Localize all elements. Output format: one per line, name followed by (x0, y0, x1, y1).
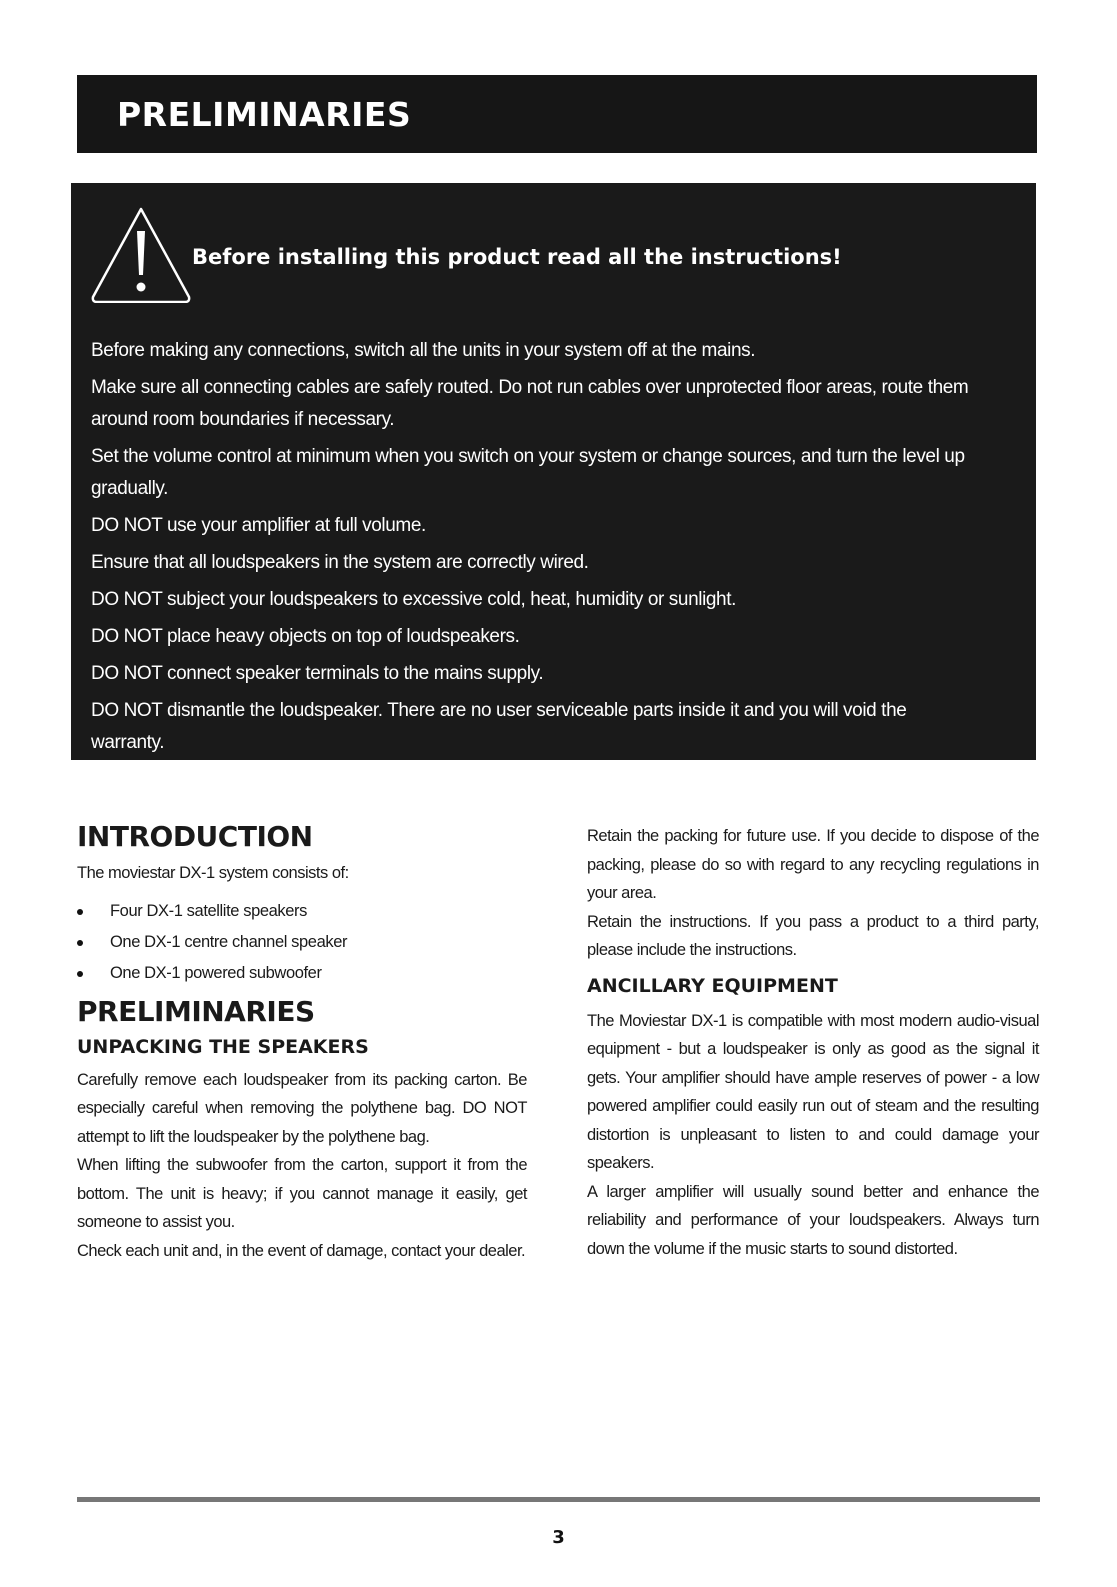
warning-box (71, 183, 1036, 760)
list-item-text: One DX-1 centre channel speaker (110, 932, 348, 951)
bullet-icon (77, 940, 83, 946)
ancillary-heading: ANCILLARY EQUIPMENT (587, 974, 838, 997)
warning-item: Make sure all connecting cables are safely routed. Do not run cables over unprotected floor areas, route them around room boundaries if necessary. (91, 377, 969, 430)
ancillary-paragraph: A larger amplifier will usually sound better and enhance the reliability and performance of your loudspeakers. Always turn down the volume if the music starts to sound distorted. (587, 1182, 1039, 1258)
warning-item: DO NOT connect speaker terminals to the mains supply. (91, 663, 544, 684)
warning-item: Ensure that all loudspeakers in the system are correctly wired. (91, 552, 589, 573)
instructions-paragraph: Retain the instructions. If you pass a product to a third party, please include the instructions. (587, 912, 1039, 959)
bullet-icon (77, 909, 83, 915)
introduction-heading: INTRODUCTION (77, 820, 313, 853)
ancillary-paragraph: The Moviestar DX-1 is compatible with most modern audio-visual equipment - but a loudspeaker is only as good as the signal it gets. Your amplifier should have ample reserves of power - a low powered amplifier could easily run out of steam and the resulting distortion is unpleasant to listen to and could damage your speakers. (587, 1011, 1039, 1172)
list-item-text: One DX-1 powered subwoofer (110, 963, 322, 982)
list-item-text: Four DX-1 satellite speakers (110, 901, 307, 920)
list-item (77, 958, 527, 989)
unpacking-paragraph: Check each unit and, in the event of damage, contact your dealer. (77, 1241, 526, 1260)
system-components-list (77, 896, 527, 989)
preliminaries-heading: PRELIMINARIES (77, 994, 315, 1028)
warning-item: Set the volume control at minimum when you switch on your system or change sources, and turn the level up gradually. (91, 446, 965, 499)
page-header-bar (77, 75, 1037, 153)
warning-list (91, 335, 976, 764)
unpacking-heading: UNPACKING THE SPEAKERS (77, 1035, 369, 1058)
warning-triangle-icon (89, 203, 193, 303)
warning-heading: Before installing this product read all the instructions! (192, 245, 842, 269)
page-number: 3 (552, 1527, 565, 1548)
warning-item: DO NOT place heavy objects on top of loudspeakers. (91, 626, 520, 647)
warning-item: DO NOT use your amplifier at full volume. (91, 515, 426, 536)
right-column (587, 822, 1039, 1263)
packing-paragraph: Retain the packing for future use. If you decide to dispose of the packing, please do so with regard to any recycling regulations in your area. (587, 827, 1039, 902)
introduction-lead: The moviestar DX-1 system consists of: (77, 864, 349, 882)
unpacking-paragraph: Carefully remove each loudspeaker from its packing carton. Be especially careful when removing the polythene bag. DO NOT attempt to lift the loudspeaker by the polythene bag. (77, 1070, 527, 1146)
page-header-title: PRELIMINARIES (117, 95, 412, 134)
warning-item: DO NOT subject your loudspeakers to excessive cold, heat, humidity or sunlight. (91, 589, 736, 610)
warning-item: DO NOT dismantle the loudspeaker. There are no user serviceable parts inside it and you will void the warranty. (91, 700, 907, 753)
left-column (77, 820, 527, 1265)
footer-rule (77, 1497, 1040, 1502)
list-item (77, 896, 527, 927)
warning-item: Before making any connections, switch all the units in your system off at the mains. (91, 340, 756, 361)
unpacking-paragraph: When lifting the subwoofer from the carton, support it from the bottom. The unit is heavy; if you cannot manage it easily, get someone to assist you. (77, 1156, 527, 1231)
list-item (77, 927, 527, 958)
bullet-icon (77, 971, 83, 977)
